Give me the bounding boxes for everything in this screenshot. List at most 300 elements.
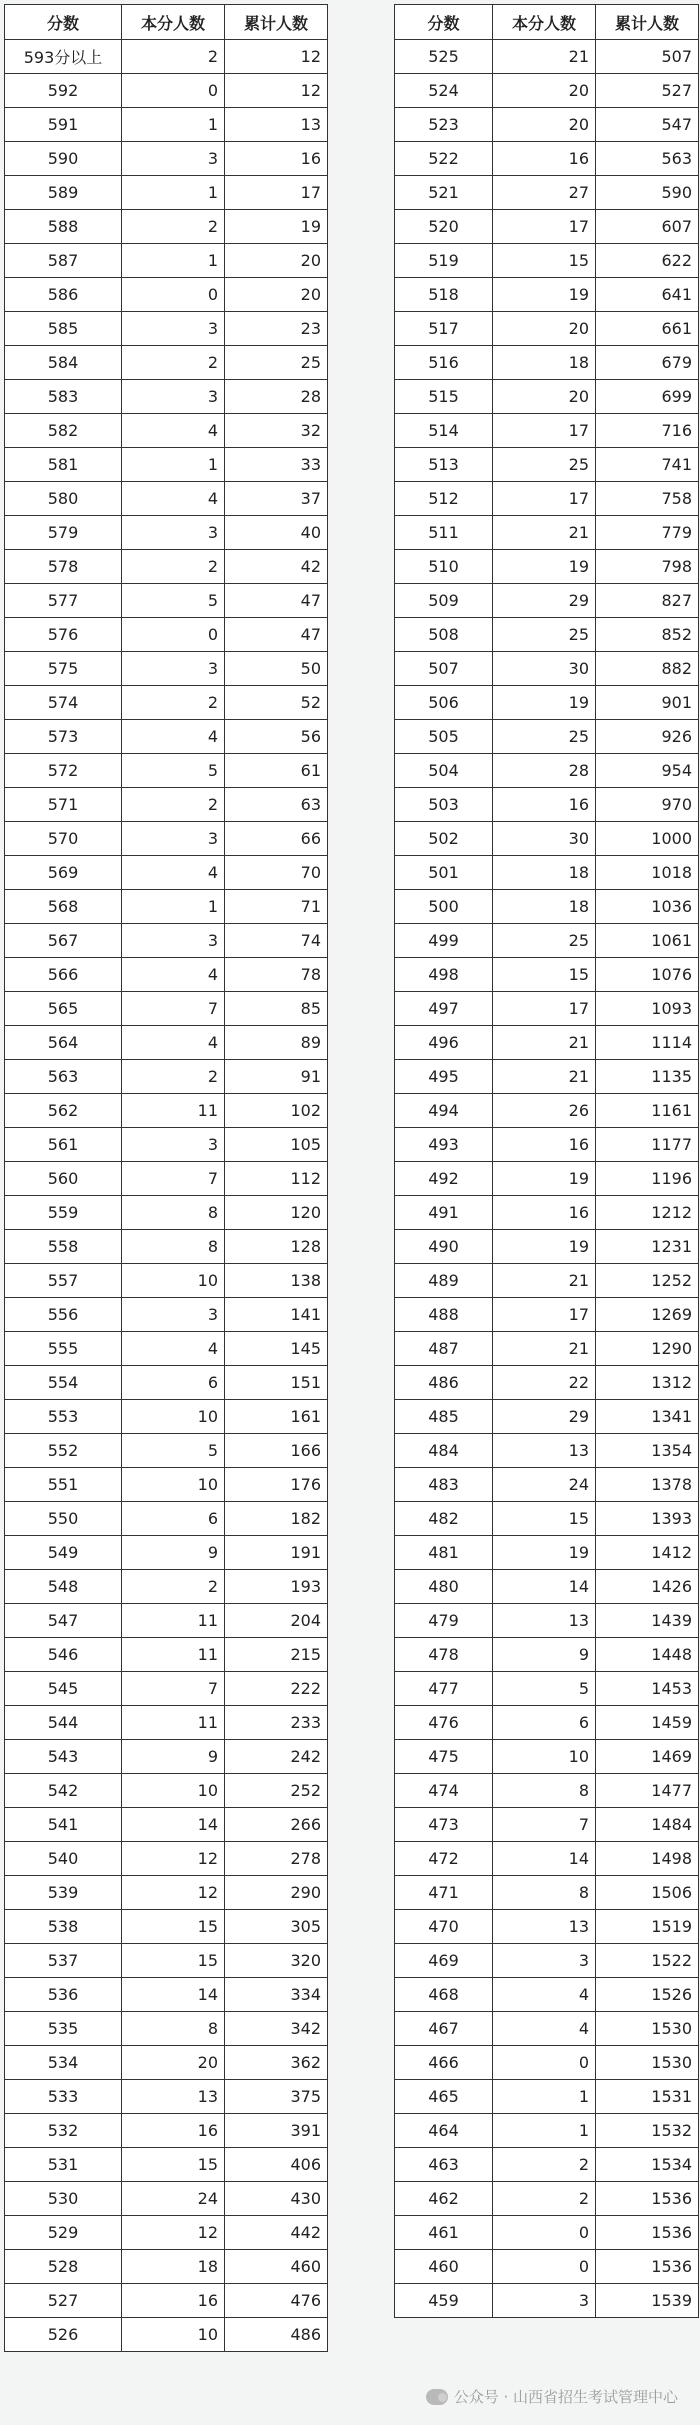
table-row [395,788,699,822]
cell-cumulative: 563 [596,142,699,176]
cell-score: 471 [395,1876,493,1910]
cell-cumulative: 1536 [596,2182,699,2216]
cell-cumulative: 716 [596,414,699,448]
cell-count: 28 [493,754,596,788]
table-row [395,1706,699,1740]
cell-score: 559 [5,1196,122,1230]
table-header-row [395,5,699,40]
table-row [395,1774,699,1808]
cell-count: 16 [493,1128,596,1162]
cell-cumulative: 66 [225,822,328,856]
cell-cumulative: 52 [225,686,328,720]
table-row [395,1570,699,1604]
table-row [5,2080,328,2114]
table-row [395,2284,699,2318]
table-row [395,278,699,312]
cell-count: 1 [122,176,225,210]
table-row [395,1536,699,1570]
cell-cumulative: 91 [225,1060,328,1094]
cell-cumulative: 1354 [596,1434,699,1468]
table-row [395,516,699,550]
table-row [5,176,328,210]
cell-score: 562 [5,1094,122,1128]
cell-count: 3 [122,516,225,550]
table-row [5,992,328,1026]
table-row [5,448,328,482]
cell-count: 12 [122,1876,225,1910]
cell-score: 525 [395,40,493,74]
cell-count: 9 [493,1638,596,1672]
score-table-left [4,4,328,2352]
cell-score: 507 [395,652,493,686]
table-row [5,2284,328,2318]
table-row [5,1944,328,1978]
cell-score: 534 [5,2046,122,2080]
cell-count: 7 [122,1672,225,1706]
cell-count: 3 [122,652,225,686]
cell-score: 488 [395,1298,493,1332]
cell-score: 537 [5,1944,122,1978]
cell-score: 481 [395,1536,493,1570]
table-row [395,74,699,108]
cell-score: 563 [5,1060,122,1094]
cell-count: 3 [122,822,225,856]
cell-count: 19 [493,686,596,720]
cell-count: 14 [122,1978,225,2012]
cell-score: 539 [5,1876,122,1910]
cell-score: 460 [395,2250,493,2284]
cell-score: 580 [5,482,122,516]
table-row [395,1638,699,1672]
table-row [395,244,699,278]
table-row [395,822,699,856]
cell-count: 1 [122,244,225,278]
cell-score: 577 [5,584,122,618]
cell-count: 4 [493,2012,596,2046]
cell-score: 466 [395,2046,493,2080]
cell-score: 490 [395,1230,493,1264]
cell-score: 508 [395,618,493,652]
cell-score: 464 [395,2114,493,2148]
cell-cumulative: 1531 [596,2080,699,2114]
cell-score: 509 [395,584,493,618]
cell-cumulative: 901 [596,686,699,720]
cell-count: 8 [122,2012,225,2046]
table-row [395,414,699,448]
cell-count: 14 [122,1808,225,1842]
cell-count: 27 [493,176,596,210]
cell-cumulative: 32 [225,414,328,448]
cell-cumulative: 391 [225,2114,328,2148]
cell-count: 29 [493,1400,596,1434]
cell-score: 480 [395,1570,493,1604]
table-row [395,1332,699,1366]
cell-count: 4 [122,482,225,516]
table-row [5,2046,328,2080]
header-score: 分数 [395,5,493,40]
table-row [5,1876,328,1910]
cell-count: 15 [493,244,596,278]
cell-cumulative: 1312 [596,1366,699,1400]
cell-cumulative: 460 [225,2250,328,2284]
table-row [395,720,699,754]
cell-cumulative: 430 [225,2182,328,2216]
cell-cumulative: 204 [225,1604,328,1638]
cell-cumulative: 1530 [596,2012,699,2046]
cell-cumulative: 741 [596,448,699,482]
cell-score: 462 [395,2182,493,2216]
cell-cumulative: 507 [596,40,699,74]
cell-count: 4 [122,958,225,992]
cell-cumulative: 166 [225,1434,328,1468]
cell-count: 2 [493,2148,596,2182]
cell-cumulative: 1000 [596,822,699,856]
cell-score: 557 [5,1264,122,1298]
table-row [395,1978,699,2012]
table-row [395,1876,699,1910]
cell-count: 5 [122,754,225,788]
cell-count: 12 [122,2216,225,2250]
cell-cumulative: 128 [225,1230,328,1264]
cell-count: 15 [493,1502,596,1536]
table-row [5,1264,328,1298]
cell-cumulative: 89 [225,1026,328,1060]
cell-count: 14 [493,1842,596,1876]
cell-score: 549 [5,1536,122,1570]
cell-cumulative: 42 [225,550,328,584]
cell-count: 18 [493,890,596,924]
cell-score: 473 [395,1808,493,1842]
cell-cumulative: 20 [225,244,328,278]
cell-score: 530 [5,2182,122,2216]
cell-count: 14 [493,1570,596,1604]
cell-score: 465 [395,2080,493,2114]
cell-score: 533 [5,2080,122,2114]
cell-cumulative: 1453 [596,1672,699,1706]
cell-count: 0 [122,74,225,108]
table-row [395,2046,699,2080]
cell-count: 21 [493,1026,596,1060]
table-row [5,2012,328,2046]
cell-count: 1 [493,2114,596,2148]
cell-score: 589 [5,176,122,210]
cell-cumulative: 252 [225,1774,328,1808]
cell-cumulative: 290 [225,1876,328,1910]
table-row [5,312,328,346]
cell-count: 25 [493,924,596,958]
cell-score: 495 [395,1060,493,1094]
cell-cumulative: 1534 [596,2148,699,2182]
cell-cumulative: 1018 [596,856,699,890]
table-row [5,414,328,448]
cell-score: 546 [5,1638,122,1672]
cell-cumulative: 1177 [596,1128,699,1162]
cell-cumulative: 1412 [596,1536,699,1570]
cell-count: 1 [493,2080,596,2114]
cell-score: 527 [5,2284,122,2318]
table-row [5,652,328,686]
table-row [395,1468,699,1502]
cell-score: 461 [395,2216,493,2250]
table-row [395,176,699,210]
table-row [395,448,699,482]
cell-score: 521 [395,176,493,210]
cell-cumulative: 1539 [596,2284,699,2318]
cell-cumulative: 1290 [596,1332,699,1366]
cell-count: 25 [493,448,596,482]
cell-count: 3 [493,1944,596,1978]
cell-count: 20 [493,108,596,142]
cell-cumulative: 362 [225,2046,328,2080]
table-row [5,1468,328,1502]
cell-score: 569 [5,856,122,890]
cell-cumulative: 85 [225,992,328,1026]
cell-score: 584 [5,346,122,380]
table-header-row [5,5,328,40]
table-row [5,1808,328,1842]
cell-cumulative: 1526 [596,1978,699,2012]
cell-score: 547 [5,1604,122,1638]
table-row [5,1740,328,1774]
cell-score: 517 [395,312,493,346]
cell-count: 21 [493,1264,596,1298]
cell-cumulative: 1212 [596,1196,699,1230]
cell-cumulative: 1036 [596,890,699,924]
cell-score: 576 [5,618,122,652]
cell-score: 496 [395,1026,493,1060]
cell-score: 489 [395,1264,493,1298]
cell-count: 17 [493,992,596,1026]
table-row [5,1672,328,1706]
cell-score: 585 [5,312,122,346]
cell-count: 7 [122,992,225,1026]
cell-count: 13 [493,1434,596,1468]
cell-cumulative: 25 [225,346,328,380]
cell-count: 10 [122,1468,225,1502]
cell-score: 472 [395,1842,493,1876]
table-row [395,1434,699,1468]
table-row [5,2216,328,2250]
table-row [5,1366,328,1400]
cell-cumulative: 1519 [596,1910,699,1944]
cell-count: 3 [122,142,225,176]
cell-count: 3 [122,312,225,346]
cell-count: 15 [493,958,596,992]
cell-count: 24 [122,2182,225,2216]
cell-count: 15 [122,1910,225,1944]
table-row [5,1332,328,1366]
cell-cumulative: 233 [225,1706,328,1740]
table-row [5,2114,328,2148]
table-row [5,1570,328,1604]
cell-count: 21 [493,1332,596,1366]
cell-count: 12 [122,1842,225,1876]
cell-count: 10 [122,1774,225,1808]
cell-cumulative: 105 [225,1128,328,1162]
cell-count: 25 [493,720,596,754]
cell-score: 548 [5,1570,122,1604]
table-row [395,550,699,584]
cell-cumulative: 1341 [596,1400,699,1434]
cell-count: 3 [122,1128,225,1162]
cell-cumulative: 47 [225,584,328,618]
cell-cumulative: 23 [225,312,328,346]
cell-cumulative: 1498 [596,1842,699,1876]
cell-cumulative: 138 [225,1264,328,1298]
cell-count: 2 [122,788,225,822]
cell-cumulative: 1469 [596,1740,699,1774]
cell-score: 551 [5,1468,122,1502]
cell-score: 528 [5,2250,122,2284]
cell-count: 18 [493,856,596,890]
table-row [5,244,328,278]
table-row [395,1230,699,1264]
table-row [5,2250,328,2284]
cell-count: 19 [493,550,596,584]
cell-count: 0 [122,278,225,312]
cell-count: 2 [122,346,225,380]
cell-cumulative: 278 [225,1842,328,1876]
table-row [395,210,699,244]
cell-count: 11 [122,1706,225,1740]
cell-cumulative: 61 [225,754,328,788]
cell-cumulative: 1093 [596,992,699,1026]
table-row [395,924,699,958]
cell-score: 555 [5,1332,122,1366]
cell-cumulative: 16 [225,142,328,176]
cell-cumulative: 882 [596,652,699,686]
table-row [395,1366,699,1400]
cell-cumulative: 590 [596,176,699,210]
cell-score: 540 [5,1842,122,1876]
table-row [5,210,328,244]
cell-score: 470 [395,1910,493,1944]
table-row [395,2250,699,2284]
cell-score: 586 [5,278,122,312]
table-row [395,40,699,74]
cell-score: 497 [395,992,493,1026]
table-row [395,958,699,992]
cell-count: 5 [122,584,225,618]
cell-count: 7 [493,1808,596,1842]
cell-score: 463 [395,2148,493,2182]
table-row [395,1808,699,1842]
cell-cumulative: 699 [596,380,699,414]
cell-count: 6 [122,1502,225,1536]
cell-count: 16 [122,2114,225,2148]
cell-score: 498 [395,958,493,992]
cell-count: 16 [122,2284,225,2318]
cell-count: 3 [122,924,225,958]
cell-cumulative: 78 [225,958,328,992]
cell-count: 30 [493,652,596,686]
table-row [5,1026,328,1060]
cell-score: 483 [395,1468,493,1502]
table-row [5,890,328,924]
cell-count: 17 [493,210,596,244]
cell-score: 552 [5,1434,122,1468]
cell-score: 568 [5,890,122,924]
cell-cumulative: 191 [225,1536,328,1570]
wechat-icon [426,2389,448,2405]
cell-score: 511 [395,516,493,550]
table-row [395,1162,699,1196]
cell-score: 567 [5,924,122,958]
header-count: 本分人数 [493,5,596,40]
table-row [395,142,699,176]
table-row [395,1094,699,1128]
cell-count: 17 [493,414,596,448]
cell-cumulative: 112 [225,1162,328,1196]
table-row [395,1604,699,1638]
cell-count: 2 [122,686,225,720]
cell-count: 2 [122,1570,225,1604]
table-row [5,1774,328,1808]
table-row [5,1060,328,1094]
cell-cumulative: 74 [225,924,328,958]
cell-score: 593分以上 [5,40,122,74]
cell-cumulative: 1426 [596,1570,699,1604]
cell-count: 20 [493,312,596,346]
cell-score: 520 [395,210,493,244]
cell-count: 8 [122,1196,225,1230]
cell-score: 592 [5,74,122,108]
cell-score: 475 [395,1740,493,1774]
cell-score: 499 [395,924,493,958]
cell-count: 16 [493,1196,596,1230]
table-row [5,278,328,312]
cell-score: 538 [5,1910,122,1944]
table-row [395,2114,699,2148]
cell-cumulative: 13 [225,108,328,142]
cell-score: 526 [5,2318,122,2352]
cell-count: 16 [493,788,596,822]
cell-count: 0 [122,618,225,652]
cell-score: 502 [395,822,493,856]
table-row [395,618,699,652]
cell-cumulative: 120 [225,1196,328,1230]
cell-score: 529 [5,2216,122,2250]
table-row [395,1264,699,1298]
table-row [395,652,699,686]
cell-cumulative: 1536 [596,2250,699,2284]
cell-cumulative: 33 [225,448,328,482]
table-row [395,1128,699,1162]
cell-count: 8 [493,1774,596,1808]
cell-score: 544 [5,1706,122,1740]
table-row [395,1740,699,1774]
cell-score: 591 [5,108,122,142]
table-row [395,1842,699,1876]
cell-score: 514 [395,414,493,448]
cell-score: 478 [395,1638,493,1672]
cell-cumulative: 779 [596,516,699,550]
cell-count: 11 [122,1638,225,1672]
cell-count: 9 [122,1740,225,1774]
cell-count: 18 [493,346,596,380]
table-row [5,1978,328,2012]
cell-cumulative: 1506 [596,1876,699,1910]
cell-score: 543 [5,1740,122,1774]
cell-count: 8 [493,1876,596,1910]
cell-count: 1 [122,448,225,482]
cell-count: 10 [122,1400,225,1434]
table-row [395,584,699,618]
cell-cumulative: 215 [225,1638,328,1672]
cell-cumulative: 50 [225,652,328,686]
table-row [395,1400,699,1434]
cell-cumulative: 151 [225,1366,328,1400]
